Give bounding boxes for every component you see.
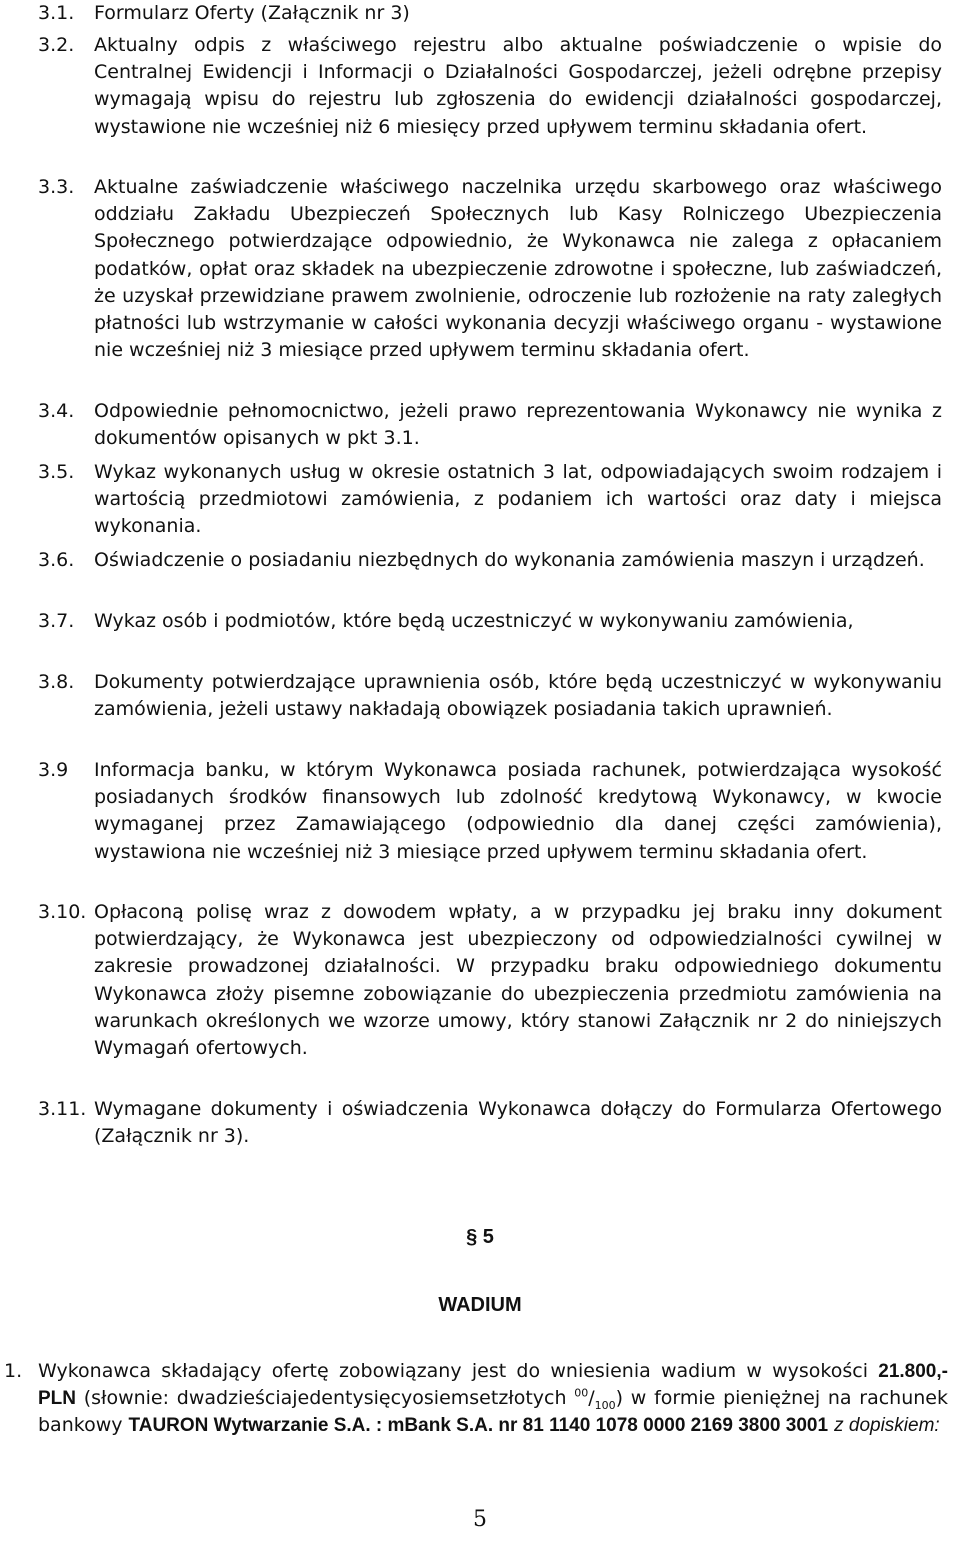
item-number: 3.10. [38,901,87,923]
list-item-3-2 [38,32,942,141]
fraction-slash: / [588,1387,595,1410]
list-item-3-1 [38,0,942,27]
item-number: 3.5. [38,461,75,483]
list-item-3-7 [38,608,942,635]
item-number: 3.9 [38,759,69,781]
list-item-3-3 [38,174,942,364]
item-text: Opłaconą polisę wraz z dowodem wpłaty, a w przypadku jej braku inny dokument potwierdzający, że Wykonawca jest ubezpieczony od odpowiedzialności cywilnej w zakresie prowadzonej działalności. W przypadku braku odpowiedniego dokumentu Wykonawca złoży pisemne zobowiązanie do ubezpieczenia przedmiotu zamówienia na warunkach określonych we wzorze umowy, który stanowi Załącznik nr 2 do niniejszych Wymagań ofertowych. [94,901,942,1060]
list-item-3-8 [38,669,942,723]
item-number: 3.4. [38,400,75,422]
page-number: 5 [473,1507,487,1532]
item-number: 3.2. [38,34,75,56]
section-heading-number: § 5 [466,1226,494,1248]
item-number: 3.8. [38,671,75,693]
wadium-text-b: (słownie: dwadzieściajedentysięcyosiemsetzłotych [76,1387,575,1410]
paragraph-number: 1. [4,1360,23,1382]
wadium-text-c: ) w formie pieniężnej na rachunek bankowy [38,1387,948,1437]
item-text: Informacja banku, w którym Wykonawca posiada rachunek, potwierdzająca wysokość posiadanych środków finansowych lub zdolność kredytową Wykonawcy, w kwocie wymaganej przez Zamawiającego (odpowiednio dla danej części zamówienia), wystawiona nie wcześniej niż 3 miesiące przed upływem terminu składania ofert. [94,759,942,863]
grosze-numerator: 00 [574,1386,589,1400]
grosze-denominator: 100 [594,1399,616,1412]
item-text: Aktualny odpis z właściwego rejestru albo aktualne poświadczenie o wpisie do Centralnej Ewidencji i Informacji o Działalności Gospodarczej, jeżeli odrębne przepisy wymagają wpisu do rejestru lub zgłoszenia do ewidencji działalności gospodarczej, wystawione nie wcześniej niż 6 miesięcy przed upływem terminu składania ofert. [94,34,942,138]
wadium-text-a: Wykonawca składający ofertę zobowiązany jest do wniesienia wadium w wysokości [38,1360,879,1382]
item-number: 3.7. [38,610,75,632]
list-item-3-5 [38,459,942,541]
item-number: 3.6. [38,549,75,571]
item-number: 3.1. [38,2,75,24]
list-item-3-9 [38,757,942,866]
item-number: 3.3. [38,176,75,198]
item-text: Aktualne zaświadczenie właściwego naczelnika urzędu skarbowego oraz właściwego oddziału Zakładu Ubezpieczeń Społecznych lub Kasy Rolniczego Ubezpieczenia Społecznego potwierdzające odpowiednio, że Wykonawca nie zalega z opłacaniem podatków, opłat oraz składek na ubezpieczenie zdrowotne i społeczne, lub zaświadczeń, że uzyskał przewidziane prawem zwolnienie, odroczenie lub rozłożenie na raty zaległych płatności lub wstrzymanie w całości wykonania decyzji właściwego organu - wystawione nie wcześniej niż 3 miesiące przed upływem terminu składania ofert. [94,176,942,362]
item-text: Oświadczenie o posiadaniu niezbędnych do wykonania zamówienia maszyn i urządzeń. [94,549,925,571]
item-text: Dokumenty potwierdzające uprawnienia osób, które będą uczestniczyć w wykonywaniu zamówienia, jeżeli ustawy nakładają obowiązek posiadania takich uprawnień. [94,671,942,721]
item-text: Wymagane dokumenty i oświadczenia Wykonawca dołączy do Formularza Ofertowego (Załącznik nr 3). [94,1098,942,1148]
list-item-3-4 [38,398,942,452]
item-text: Wykaz osób i podmiotów, które będą uczestniczyć w wykonywaniu zamówienia, [94,610,854,632]
list-item-3-11 [38,1096,942,1150]
wadium-paragraph [4,1358,948,1440]
item-number: 3.11. [38,1098,87,1120]
section-heading-title: WADIUM [438,1294,522,1316]
item-text: Odpowiednie pełnomocnictwo, jeżeli prawo reprezentowania Wykonawcy nie wynika z dokumentów opisanych w pkt 3.1. [94,400,942,450]
bank-account: TAURON Wytwarzanie S.A. : mBank S.A. nr 81 1140 1078 0000 2169 3800 3001 [128,1415,829,1437]
paragraph-text [38,1358,948,1440]
list-item-3-10 [38,899,942,1062]
list-item-3-6 [38,547,942,574]
wadium-amount: 21.800,- PLN [38,1361,948,1410]
item-text: Wykaz wykonanych usług w okresie ostatnich 3 lat, odpowiadających swoim rodzajem i wartością przedmiotowi zamówienia, z podaniem ich wartości oraz daty i miejsca wykonania. [94,461,942,538]
wadium-note: z dopiskiem: [834,1415,940,1437]
item-text: Formularz Oferty (Załącznik nr 3) [94,2,410,24]
